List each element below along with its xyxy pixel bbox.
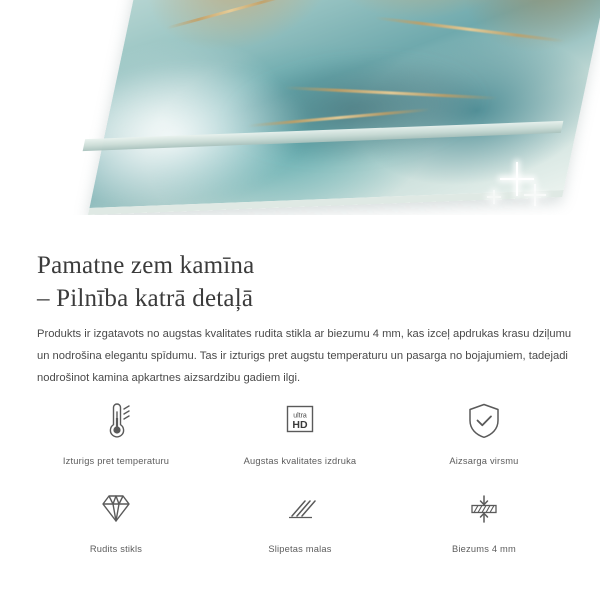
diamond-icon (94, 486, 138, 532)
feature-item-surface-protection (392, 392, 576, 480)
feature-caption: Izturigs pret temperaturu (62, 456, 170, 466)
polished-edges-icon (278, 486, 322, 532)
feature-item-temperature (24, 392, 208, 480)
feature-caption: Slipetas malas (268, 544, 332, 554)
feature-grid (24, 392, 576, 568)
ultra-hd-icon (278, 398, 322, 444)
page-title-line-2: – Pilnība katrā detaļā (37, 284, 254, 312)
svg-text:HD: HD (292, 419, 308, 431)
page-title-line-1: Pamatne zem kamīna (37, 251, 255, 279)
thickness-arrows-icon (462, 486, 506, 532)
svg-text:ultra: ultra (293, 412, 307, 420)
shield-check-icon (464, 398, 504, 444)
hero-image (0, 0, 600, 215)
feature-item-tempered-glass (24, 480, 208, 568)
feature-caption: Aizsarga virsmu (449, 456, 519, 466)
gold-streak (167, 0, 293, 30)
thermometer-icon (96, 398, 136, 444)
feature-item-thickness (392, 480, 576, 568)
product-description-text: Produkts ir izgatavots no augstas kvalitates rudita stikla ar biezumu 4 mm, kas izceļ apdrukas krasu dziļumu un nodrošina elegantu spīdumu. Tas ir izturigs pret augstu temperaturu un pasarga no bojajumiem, tadejadi nodrošinot kamina apkartnes aizsardzibu gadiem ilgi. (37, 328, 572, 384)
feature-item-print-quality (208, 392, 392, 480)
feature-caption: Augstas kvalitates izdruka (243, 456, 357, 466)
feature-caption: Rudits stikls (89, 544, 143, 554)
feature-item-polished-edges (208, 480, 392, 568)
marble-glass-panel-image (88, 0, 600, 215)
feature-caption: Biezums 4 mm (452, 544, 516, 554)
page-title (37, 249, 577, 315)
gold-streak (375, 16, 566, 42)
